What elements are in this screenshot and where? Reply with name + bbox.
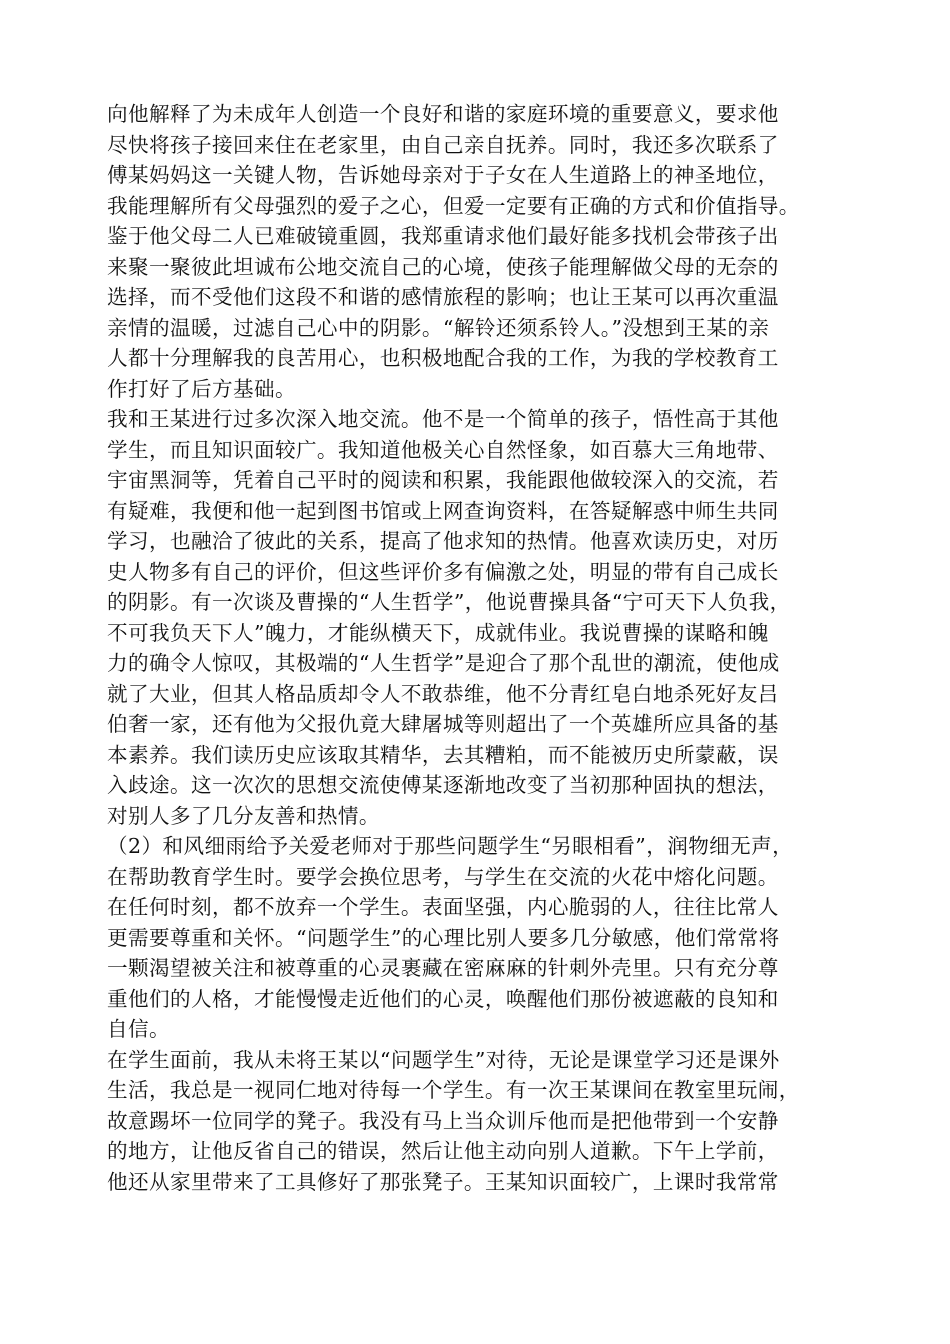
text-line: 向他解释了为未成年人创造一个良好和谐的家庭环境的重要意义，要求他 (107, 102, 779, 126)
text-line: 鉴于他父母二人已难破镜重圆，我郑重请求他们最好能多找机会带孩子出 (107, 224, 779, 248)
text-line: 选择，而不受他们这段不和谐的感情旅程的影响；也让王某可以再次重温 (107, 285, 779, 309)
text-line: 我和王某进行过多次深入地交流。他不是一个简单的孩子，悟性高于其他 (107, 407, 779, 431)
text-line: 自信。 (107, 1017, 170, 1041)
text-line: 故意踢坏一位同学的凳子。我没有马上当众训斥他而是把他带到一个安静 (107, 1108, 779, 1133)
text-line: 人都十分理解我的良苦用心，也积极地配合我的工作，为我的学校教育工 (107, 346, 779, 370)
text-line: 的阴影。有一次谈及曹操的“人生哲学”，他说曹操具备“宁可天下人负我， (107, 590, 791, 614)
text-line: 宇宙黑洞等，凭着自己平时的阅读和积累，我能跟他做较深入的交流，若 (107, 468, 779, 492)
text-line: 亲情的温暖，过滤自己心中的阴影。“解铃还须系铃人。”没想到王某的亲 (107, 315, 770, 340)
text-line: 对别人多了几分友善和热情。 (107, 803, 380, 828)
text-line: 的地方，让他反省自己的错误，然后让他主动向别人道歉。下午上学前， (107, 1139, 779, 1163)
text-line: 不可我负天下人”魄力，才能纵横天下，成就伟业。我说曹操的谋略和魄 (107, 620, 769, 645)
text-line: 入歧途。这一次次的思想交流使傅某逐渐地改变了当初那种固执的想法， (107, 773, 779, 797)
text-line: 史人物多有自己的评价，但这些评价多有偏激之处，明显的带有自己成长 (107, 559, 779, 584)
document-body (107, 99, 867, 1197)
text-line: 学习，也融洽了彼此的关系，提高了他求知的热情。他喜欢读历史，对历 (107, 529, 779, 553)
text-line: 伯奢一家，还有他为父报仇竟大肆屠城等则超出了一个英雄所应具备的基 (107, 712, 779, 736)
text-line: 我能理解所有父母强烈的爱子之心，但爱一定要有正确的方式和价值指导。 (107, 193, 800, 218)
text-line: 更需要尊重和关怀。“问题学生”的心理比别人要多几分敏感，他们常常将 (107, 925, 780, 950)
text-line: 在任何时刻，都不放弃一个学生。表面坚强，内心脆弱的人，往往比常人 (107, 895, 779, 919)
text-line: 尽快将孩子接回来住在老家里，由自己亲自抚养。同时，我还多次联系了 (107, 132, 779, 157)
text-line: 一颗渴望被关注和被尊重的心灵裹藏在密麻麻的针刺外壳里。只有充分尊 (107, 956, 779, 980)
text-line: 在学生面前，我从未将王某以“问题学生”对待，无论是课堂学习还是课外 (107, 1047, 780, 1072)
text-line: 就了大业，但其人格品质却令人不敢恭维，他不分青红皂白地杀死好友吕 (107, 681, 779, 706)
text-line: 生活，我总是一视同仁地对待每一个学生。有一次王某课间在教室里玩闹， (107, 1078, 800, 1102)
text-line: 作打好了后方基础。 (107, 376, 296, 401)
text-line: 有疑难，我便和他一起到图书馆或上网查询资料，在答疑解惑中师生共同 (107, 498, 779, 523)
text-line: 来聚一聚彼此坦诚布公地交流自己的心境，使孩子能理解做父母的无奈的 (107, 254, 779, 279)
text-line: 他还从家里带来了工具修好了那张凳子。王某知识面较广，上课时我常常 (107, 1169, 779, 1194)
text-line: （2）和风细雨给予关爱老师对于那些问题学生“另眼相看”，润物细无声， (107, 834, 794, 858)
text-line: 本素养。我们读历史应该取其精华，去其糟粕，而不能被历史所蒙蔽，误 (107, 742, 779, 767)
text-line: 在帮助教育学生时。要学会换位思考，与学生在交流的火花中熔化问题。 (107, 864, 779, 889)
text-line: 傅某妈妈这一关键人物，告诉她母亲对于子女在人生道路上的神圣地位， (107, 163, 779, 187)
text-line: 力的确令人惊叹，其极端的“人生哲学”是迎合了那个乱世的潮流，使他成 (107, 651, 780, 675)
text-line: 学生，而且知识面较广。我知道他极关心自然怪象，如百慕大三角地带、 (107, 437, 779, 462)
text-line: 重他们的人格，才能慢慢走近他们的心灵，唤醒他们那份被遮蔽的良知和 (107, 986, 779, 1011)
